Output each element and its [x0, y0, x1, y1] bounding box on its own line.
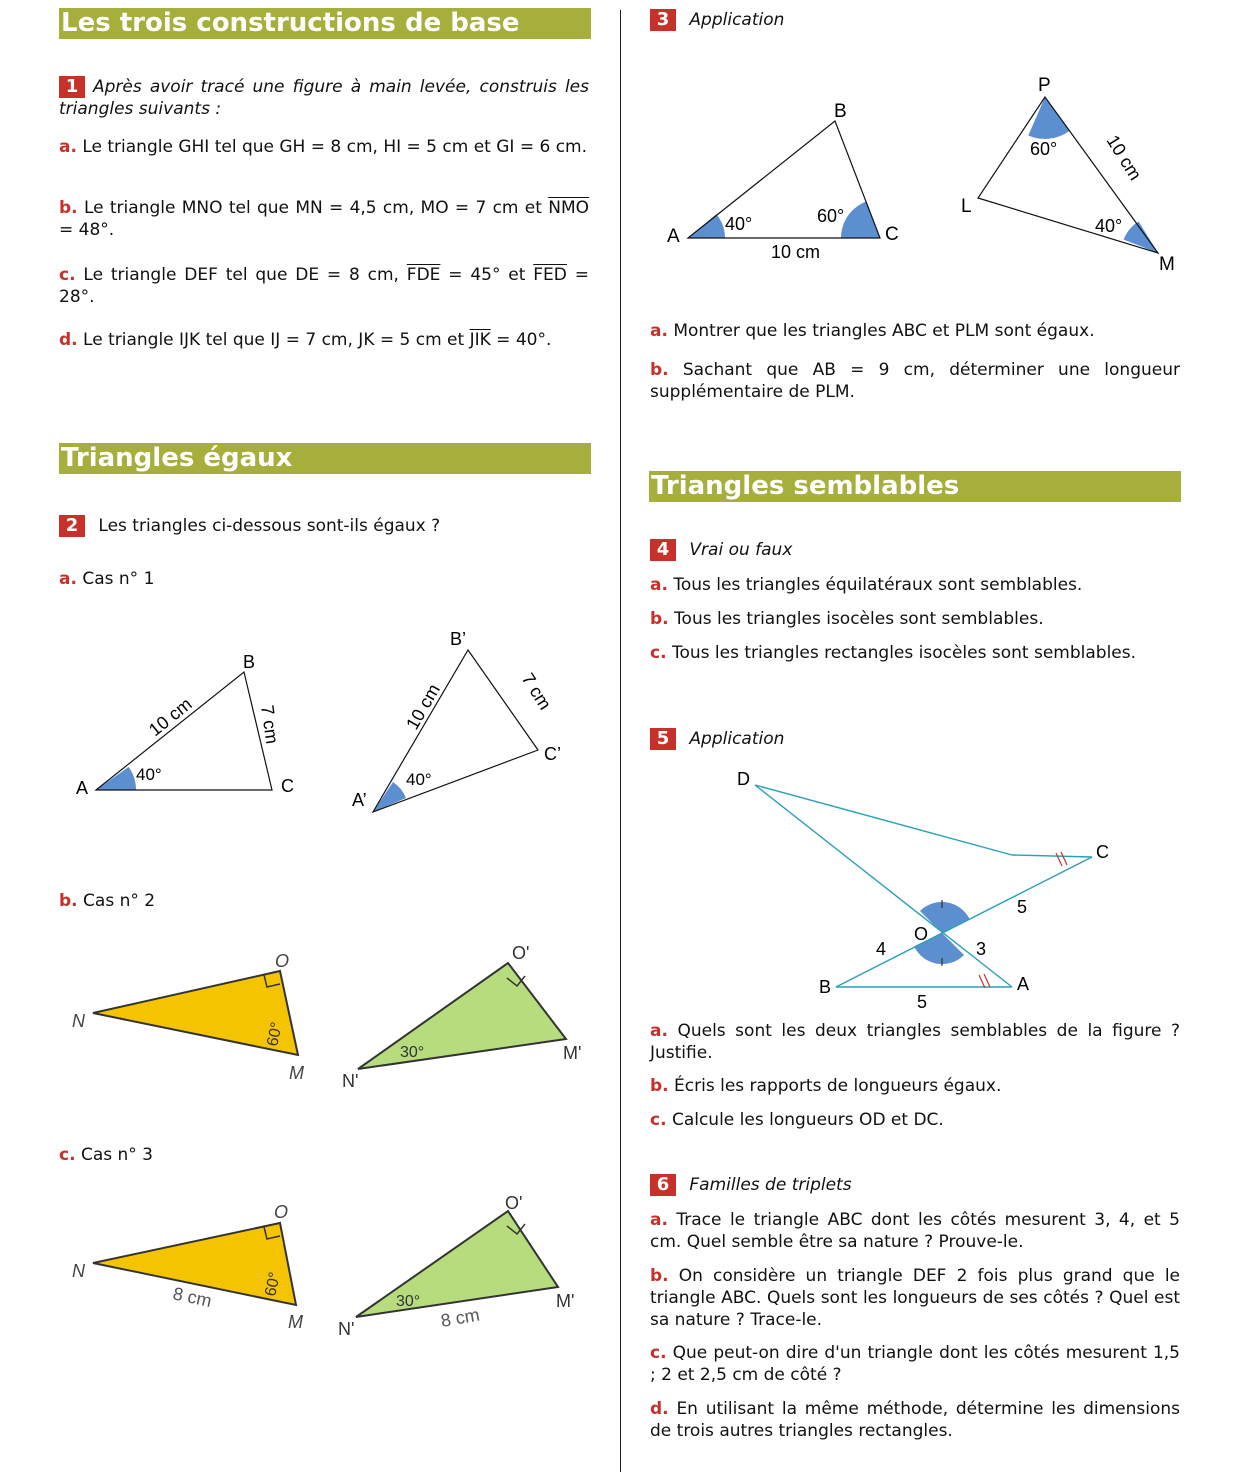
angle-mark-a [984, 974, 990, 987]
case-2-figure [60, 935, 600, 1100]
angle-mark-c [1061, 852, 1067, 865]
exercise-5-figure [720, 765, 1120, 1015]
exercise-2-case-1 [59, 568, 154, 590]
angle-label: 30° [400, 1044, 425, 1061]
exercise-4-item-c [650, 642, 1180, 664]
vertex-label-p: P [1038, 75, 1051, 96]
item-text: Cas n° 2 [83, 891, 156, 911]
vertex-label-c: C [1096, 842, 1109, 862]
exercise-2-case-3 [59, 1144, 153, 1166]
angle-notation: $\overline{FED}$ [533, 265, 567, 285]
item-label: a. [650, 575, 668, 595]
vertex-label-o: O [275, 951, 290, 971]
angle-notation: $\overline{JIK}$ [469, 330, 491, 350]
item-label: b. [59, 198, 78, 218]
angle-arc-a [96, 767, 136, 790]
case-1-figure [60, 620, 600, 830]
vertex-label-o-prime: O' [505, 1193, 523, 1213]
item-label: a. [59, 569, 77, 589]
exercise-number-badge: 5 [650, 728, 676, 750]
item-text: Tous les triangles isocèles sont semblables. [674, 609, 1044, 629]
angle-label-c: 60° [817, 206, 845, 226]
side-label-n-m-prime: 8 cm [439, 1304, 482, 1331]
vertex-label-m: M [289, 1063, 304, 1083]
triangle-nom-green [356, 1211, 558, 1317]
vertex-label-a-prime: A’ [352, 790, 367, 810]
exercise-6-item-b [650, 1265, 1180, 1331]
angle-arc-a-prime [373, 782, 406, 812]
vertex-label-d: D [737, 769, 750, 789]
exercise-6-header [650, 1174, 852, 1196]
vertex-label-b: B [243, 652, 256, 672]
exercise-number-badge: 4 [650, 539, 676, 561]
item-text: = 40°. [490, 330, 552, 350]
vertex-label-c: C [281, 776, 294, 796]
angle-notation: $\overline{NMO}$ [548, 198, 589, 218]
item-text: Calcule les longueurs OD et DC. [671, 1110, 944, 1130]
exercise-4-header [650, 539, 792, 561]
item-text: Montrer que les triangles ABC et PLM sont égaux. [673, 321, 1095, 341]
angle-label: 40° [136, 765, 162, 784]
exercise-3-header [650, 9, 784, 31]
exercise-3-item-a [650, 320, 1180, 342]
item-label: a. [650, 321, 668, 341]
item-label: d. [650, 1399, 669, 1419]
side-label-nm: 8 cm [171, 1283, 214, 1312]
exercise-1-item-a [59, 136, 589, 158]
vertex-label-a: A [1017, 974, 1030, 994]
item-text: Écris les rapports de longueurs égaux. [674, 1076, 1002, 1096]
vertex-label-a: A [76, 778, 89, 798]
exercise-2-case-2 [59, 890, 155, 912]
item-text: Cas n° 3 [80, 1145, 153, 1165]
exercise-6-item-a [650, 1209, 1180, 1253]
vertex-label-b: B [819, 977, 832, 997]
item-label: b. [650, 1076, 669, 1096]
exercise-number-badge: 3 [650, 9, 676, 31]
item-label: a. [59, 137, 77, 157]
exercise-4-item-b [650, 608, 1180, 630]
length-label-ab: 5 [917, 992, 928, 1012]
exercise-2-text: Les triangles ci-dessous sont-ils égaux ? [98, 516, 441, 536]
vertex-label-n-prime: N' [338, 1319, 355, 1339]
side-label-pm: 10 cm [1102, 131, 1146, 184]
vertex-label-c-prime: C’ [544, 744, 561, 764]
angle-label: 60° [262, 1270, 284, 1298]
exercise-1-item-d [59, 329, 589, 351]
item-label: d. [59, 330, 78, 350]
exercise-number-badge: 1 [59, 76, 85, 98]
angle-label-a: 40° [725, 214, 753, 234]
section-title-text: Triangles semblables [651, 471, 960, 501]
exercise-1-intro [59, 76, 589, 120]
angle-mark-c [1056, 853, 1062, 866]
exercise-5-item-b [650, 1075, 1180, 1097]
angle-label: 60° [264, 1020, 286, 1048]
angle-label: 30° [396, 1293, 421, 1310]
item-label: b. [650, 1266, 669, 1286]
exercise-title: Vrai ou faux [689, 540, 793, 560]
item-text: Cas n° 1 [82, 569, 155, 589]
item-text: En utilisant la même méthode, détermine les dimensions de trois autres triangles rectangles. [650, 1399, 1181, 1441]
item-text: Tous les triangles rectangles isocèles sont semblables. [671, 643, 1137, 663]
section-title-triangles-egaux [59, 443, 591, 474]
angle-label-p: 60° [1030, 139, 1058, 159]
item-text: Le triangle MNO tel que MN = 4,5 cm, MO = 7 cm et [83, 198, 549, 218]
angle-label-m: 40° [1095, 216, 1123, 236]
vertex-label-n: N [72, 1261, 85, 1281]
vertex-label-o: O [914, 924, 929, 944]
segment-dc [755, 785, 1012, 855]
item-text: Le triangle DEF tel que DE = 8 cm, [83, 265, 407, 285]
item-label: b. [650, 360, 669, 380]
exercise-1-instruction: Après avoir tracé une figure à main levée, construis les triangles suivants : [59, 77, 589, 119]
item-text: Trace le triangle ABC dont les côtés mesurent 3, 4, et 5 cm. Quel semble être sa nature ? Prouve-le. [650, 1210, 1180, 1252]
angle-arc-a [688, 214, 725, 238]
angle-arc-c [841, 201, 880, 238]
vertex-label-b-prime: B’ [450, 629, 467, 649]
length-label-oc: 5 [1017, 897, 1028, 917]
exercise-title: Application [689, 10, 785, 30]
section-title-text: Les trois constructions de base [61, 8, 520, 38]
exercise-5-item-c [650, 1109, 1180, 1131]
vertex-label-b: B [834, 101, 847, 122]
angle-label: 40° [406, 770, 432, 789]
exercise-5-header [650, 728, 784, 750]
exercise-5-item-a [650, 1020, 1180, 1064]
vertex-label-m-prime: M' [556, 1291, 575, 1311]
section-title-triangles-semblables [649, 471, 1181, 502]
segment-c-tip [1012, 855, 1092, 857]
item-label: c. [650, 643, 667, 663]
item-label: b. [59, 891, 78, 911]
segment-bc [836, 857, 1092, 987]
angle-notation: $\overline{FDE}$ [406, 265, 441, 285]
item-label: a. [650, 1021, 668, 1041]
vertex-label-m: M [288, 1312, 303, 1332]
item-text: Le triangle IJK tel que IJ = 7 cm, JK = 5 cm et [83, 330, 470, 350]
item-text: Que peut-on dire d'un triangle dont les côtés mesurent 1,5 ; 2 et 2,5 cm de côté ? [650, 1343, 1180, 1385]
exercise-3-figure [650, 70, 1210, 285]
item-text: Sachant que AB = 9 cm, déterminer une longueur supplémentaire de PLM. [650, 360, 1180, 402]
vertex-label-n: N [72, 1011, 85, 1031]
side-label-ab: 10 cm [144, 693, 196, 741]
exercise-title: Application [689, 729, 785, 749]
vertex-label-c: C [885, 224, 899, 245]
exercise-1-item-b [59, 197, 589, 241]
side-label-ac: 10 cm [771, 242, 821, 262]
exercise-number-badge: 2 [59, 515, 85, 537]
item-label: b. [650, 609, 669, 629]
item-text: On considère un triangle DEF 2 fois plus grand que le triangle ABC. Quels sont les longueurs de ses côtés ? Quel est sa nature ? Trace-le. [650, 1266, 1180, 1330]
exercise-4-item-a [650, 574, 1180, 596]
vertex-label-a: A [667, 226, 680, 247]
column-divider [620, 10, 621, 1472]
item-label: c. [59, 265, 76, 285]
vertex-label-m: M [1159, 254, 1175, 275]
vertex-label-n-prime: N' [342, 1071, 359, 1091]
vertex-label-o: O [274, 1202, 289, 1222]
item-label: c. [650, 1343, 667, 1363]
item-text: Le triangle GHI tel que GH = 8 cm, HI = 5 cm et GI = 6 cm. [82, 137, 587, 157]
item-text: = 45° et [440, 265, 534, 285]
item-text: Quels sont les deux triangles semblables de la figure ? Justifie. [650, 1021, 1181, 1063]
side-label-bc-prime: 7 cm [517, 669, 556, 714]
vertex-label-l: L [961, 196, 972, 217]
exercise-2-question [59, 515, 589, 537]
exercise-3-item-b [650, 359, 1180, 403]
triangle-nom-green [358, 963, 566, 1069]
length-label-ob: 4 [876, 939, 887, 959]
side-label-bc: 7 cm [257, 703, 283, 746]
item-label: a. [650, 1210, 668, 1230]
item-label: c. [650, 1110, 667, 1130]
item-text: = 48°. [59, 220, 115, 240]
exercise-title: Familles de triplets [689, 1175, 852, 1195]
exercise-6-item-c [650, 1342, 1180, 1386]
case-3-figure [60, 1185, 600, 1355]
angle-arc-p [1028, 97, 1069, 139]
item-label: c. [59, 1145, 76, 1165]
section-title-constructions [59, 8, 591, 39]
length-label-oa: 3 [976, 939, 987, 959]
item-text: = 28°. [59, 265, 589, 307]
exercise-number-badge: 6 [650, 1174, 676, 1196]
side-label-ab-prime: 10 cm [402, 680, 444, 733]
item-text: Tous les triangles équilatéraux sont semblables. [673, 575, 1083, 595]
exercise-1-item-c [59, 264, 589, 308]
vertex-label-m-prime: M' [563, 1043, 582, 1063]
vertex-label-o-prime: O' [512, 943, 530, 963]
section-title-text: Triangles égaux [61, 443, 293, 473]
angle-mark-a [979, 975, 985, 988]
exercise-6-item-d [650, 1398, 1180, 1442]
